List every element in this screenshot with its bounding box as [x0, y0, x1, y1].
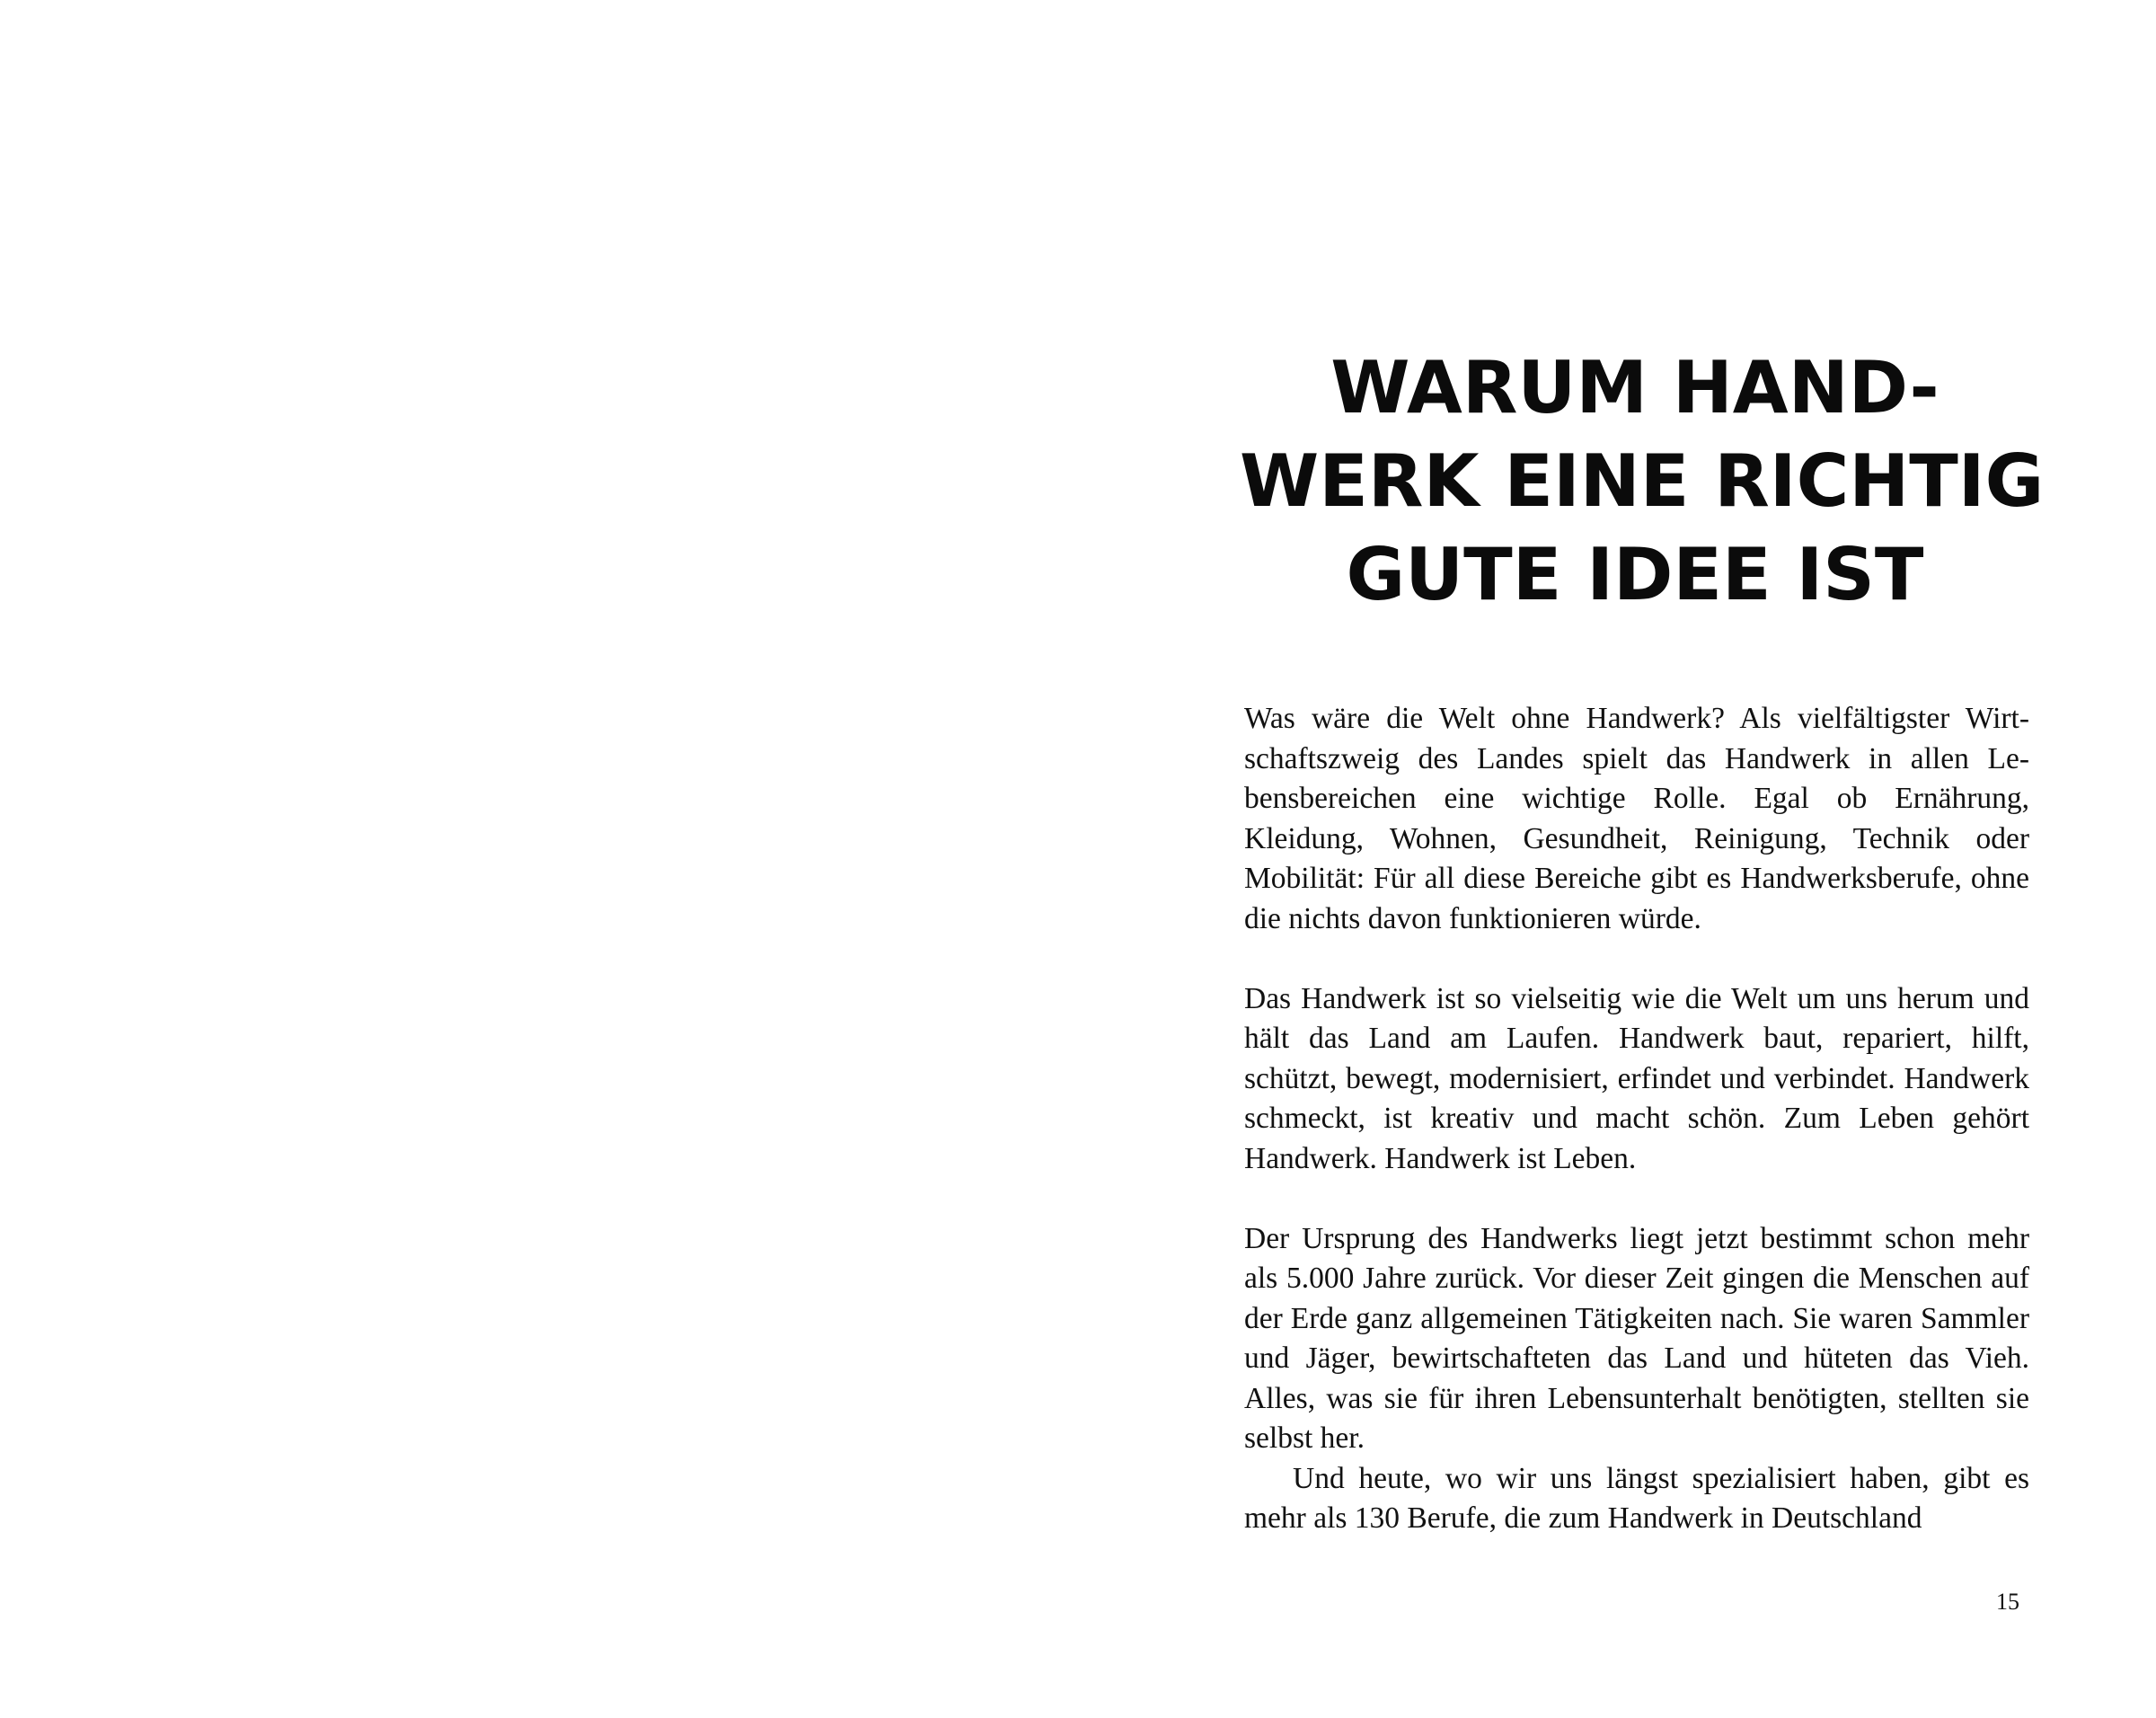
page-number: 15 — [1996, 1589, 2019, 1615]
body-text — [1244, 699, 2029, 1539]
chapter-title — [1240, 341, 2045, 622]
paragraph-3: Der Ursprung des Handwerks liegt jetzt bestimmt schon mehr als 5.000 Jahre zurück. Vor dieser Zeit gingen die Menschen auf der Erde ganz allgemeinen Tätigkeiten nach. Sie waren Sammler und Jäger, bewirtschafteten das Land und hüteten das Vieh. Alles, was sie für ihren Lebensunterhalt benötigten, stellten sie selbst her. — [1244, 1221, 2029, 1455]
paragraph-2: Das Handwerk ist so vielseitig wie die Welt um uns herum und hält das Land am Laufen. Handwerk baut, repariert, hilft, schützt, bewegt, modernisiert, erfindet und verbindet. Handwerk schmeckt, ist kreativ und macht schön. Zum Leben gehört Handwerk. Handwerk ist Leben. — [1244, 981, 2029, 1175]
paragraph-1: Was wäre die Welt ohne Handwerk? Als vielfältigster Wirtschaftszweig des Landes spielt das Handwerk in allen Lebensbereichen eine wichtige Rolle. Egal ob Ernährung, Kleidung, Wohnen, Gesundheit, Reinigung, Technik oder Mobilität: Für all diese Bereiche gibt es Handwerksberufe, ohne die nichts davon funktionieren würde. — [1244, 702, 2029, 935]
chapter-title-line-2: WERK EINE RICHTIG — [1240, 439, 2045, 523]
chapter-title-line-1: WARUM HAND- — [1330, 346, 1940, 430]
chapter-title-line-3: GUTE IDEE IST — [1346, 533, 1924, 616]
paragraph-4: Und heute, wo wir uns längst spezialisiert haben, gibt es mehr als 130 Berufe, die zum Handwerk in Deutschland — [1244, 1461, 2029, 1535]
